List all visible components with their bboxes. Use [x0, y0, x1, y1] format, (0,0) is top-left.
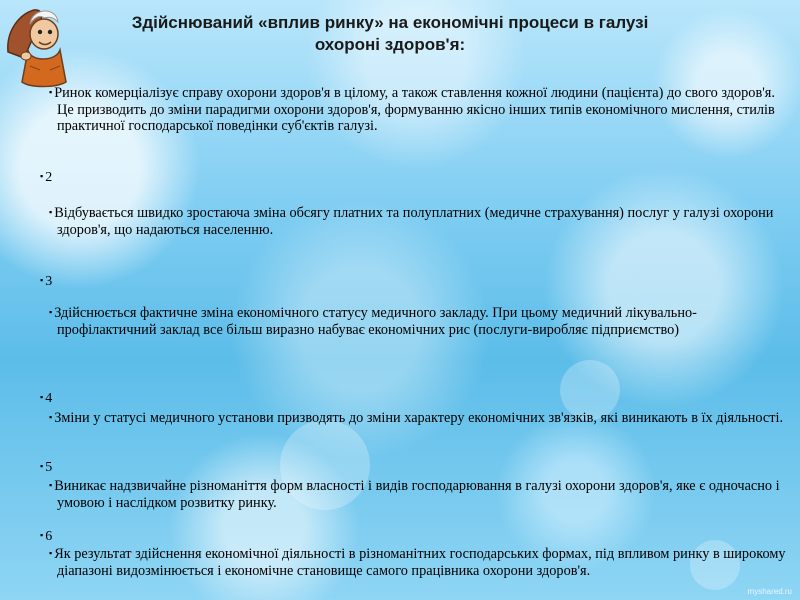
list-item-number: ▪ 5 — [40, 458, 52, 476]
list-item-text: ▪ Виникає надзвичайне різноманіття форм власності і видів господарювання в галузі охорони здоров'я, яке є одночасно і умовою і наслідком розвитку ринку. — [49, 477, 789, 511]
list-item-number: ▪ 2 — [40, 168, 52, 186]
list-item-text: ▪ Здійснюється фактичне зміна економічного статусу медичного закладу. При цьому медичний лікувально-профілактичний заклад все більш виразно набуває економічних рис (послуги-виробляє підприємство) — [49, 304, 789, 338]
list-item-text: ▪ Зміни у статусі медичного установи призводять до зміни характеру економічних зв'язків, які виникають в їх діяльності. — [49, 409, 789, 427]
list-item-number: ▪ 4 — [40, 389, 52, 407]
watermark: myshared.ru — [747, 587, 792, 596]
list-item-text: ▪ Ринок комерціалізує справу охорони здоров'я в цілому, а також ставлення кожної людини (пацієнта) до свого здоров'я. Це призводить до зміни парадигми охорони здоров'я, формуванню якісно інших типів економічного мислення, стилів практичної господарської поведінки суб'єктів галузі. — [49, 84, 789, 135]
title-line-2: охороні здоров'я: — [314, 35, 466, 54]
list-item-number: ▪ 6 — [40, 527, 52, 545]
title-line-1: Здійснюваний «вплив ринку» на економічні процеси в галузі — [131, 13, 649, 32]
list-item-number: ▪ 3 — [40, 272, 52, 290]
list-item-text: ▪ Відбувається швидко зростаюча зміна обсягу платних та полуплатних (медичне страхування) послуг у галузі охорони здоров'я, що надаються населенню. — [49, 204, 789, 238]
list-item-text: ▪ Як результат здійснення економічної діяльності в різноманітних господарських формах, під впливом ринку в широкому діапазоні видозмінюється і економічне становище самого працівника охорони здоров'я. — [49, 545, 789, 579]
slide-title — [110, 12, 670, 56]
caveman-club-icon — [0, 0, 82, 90]
